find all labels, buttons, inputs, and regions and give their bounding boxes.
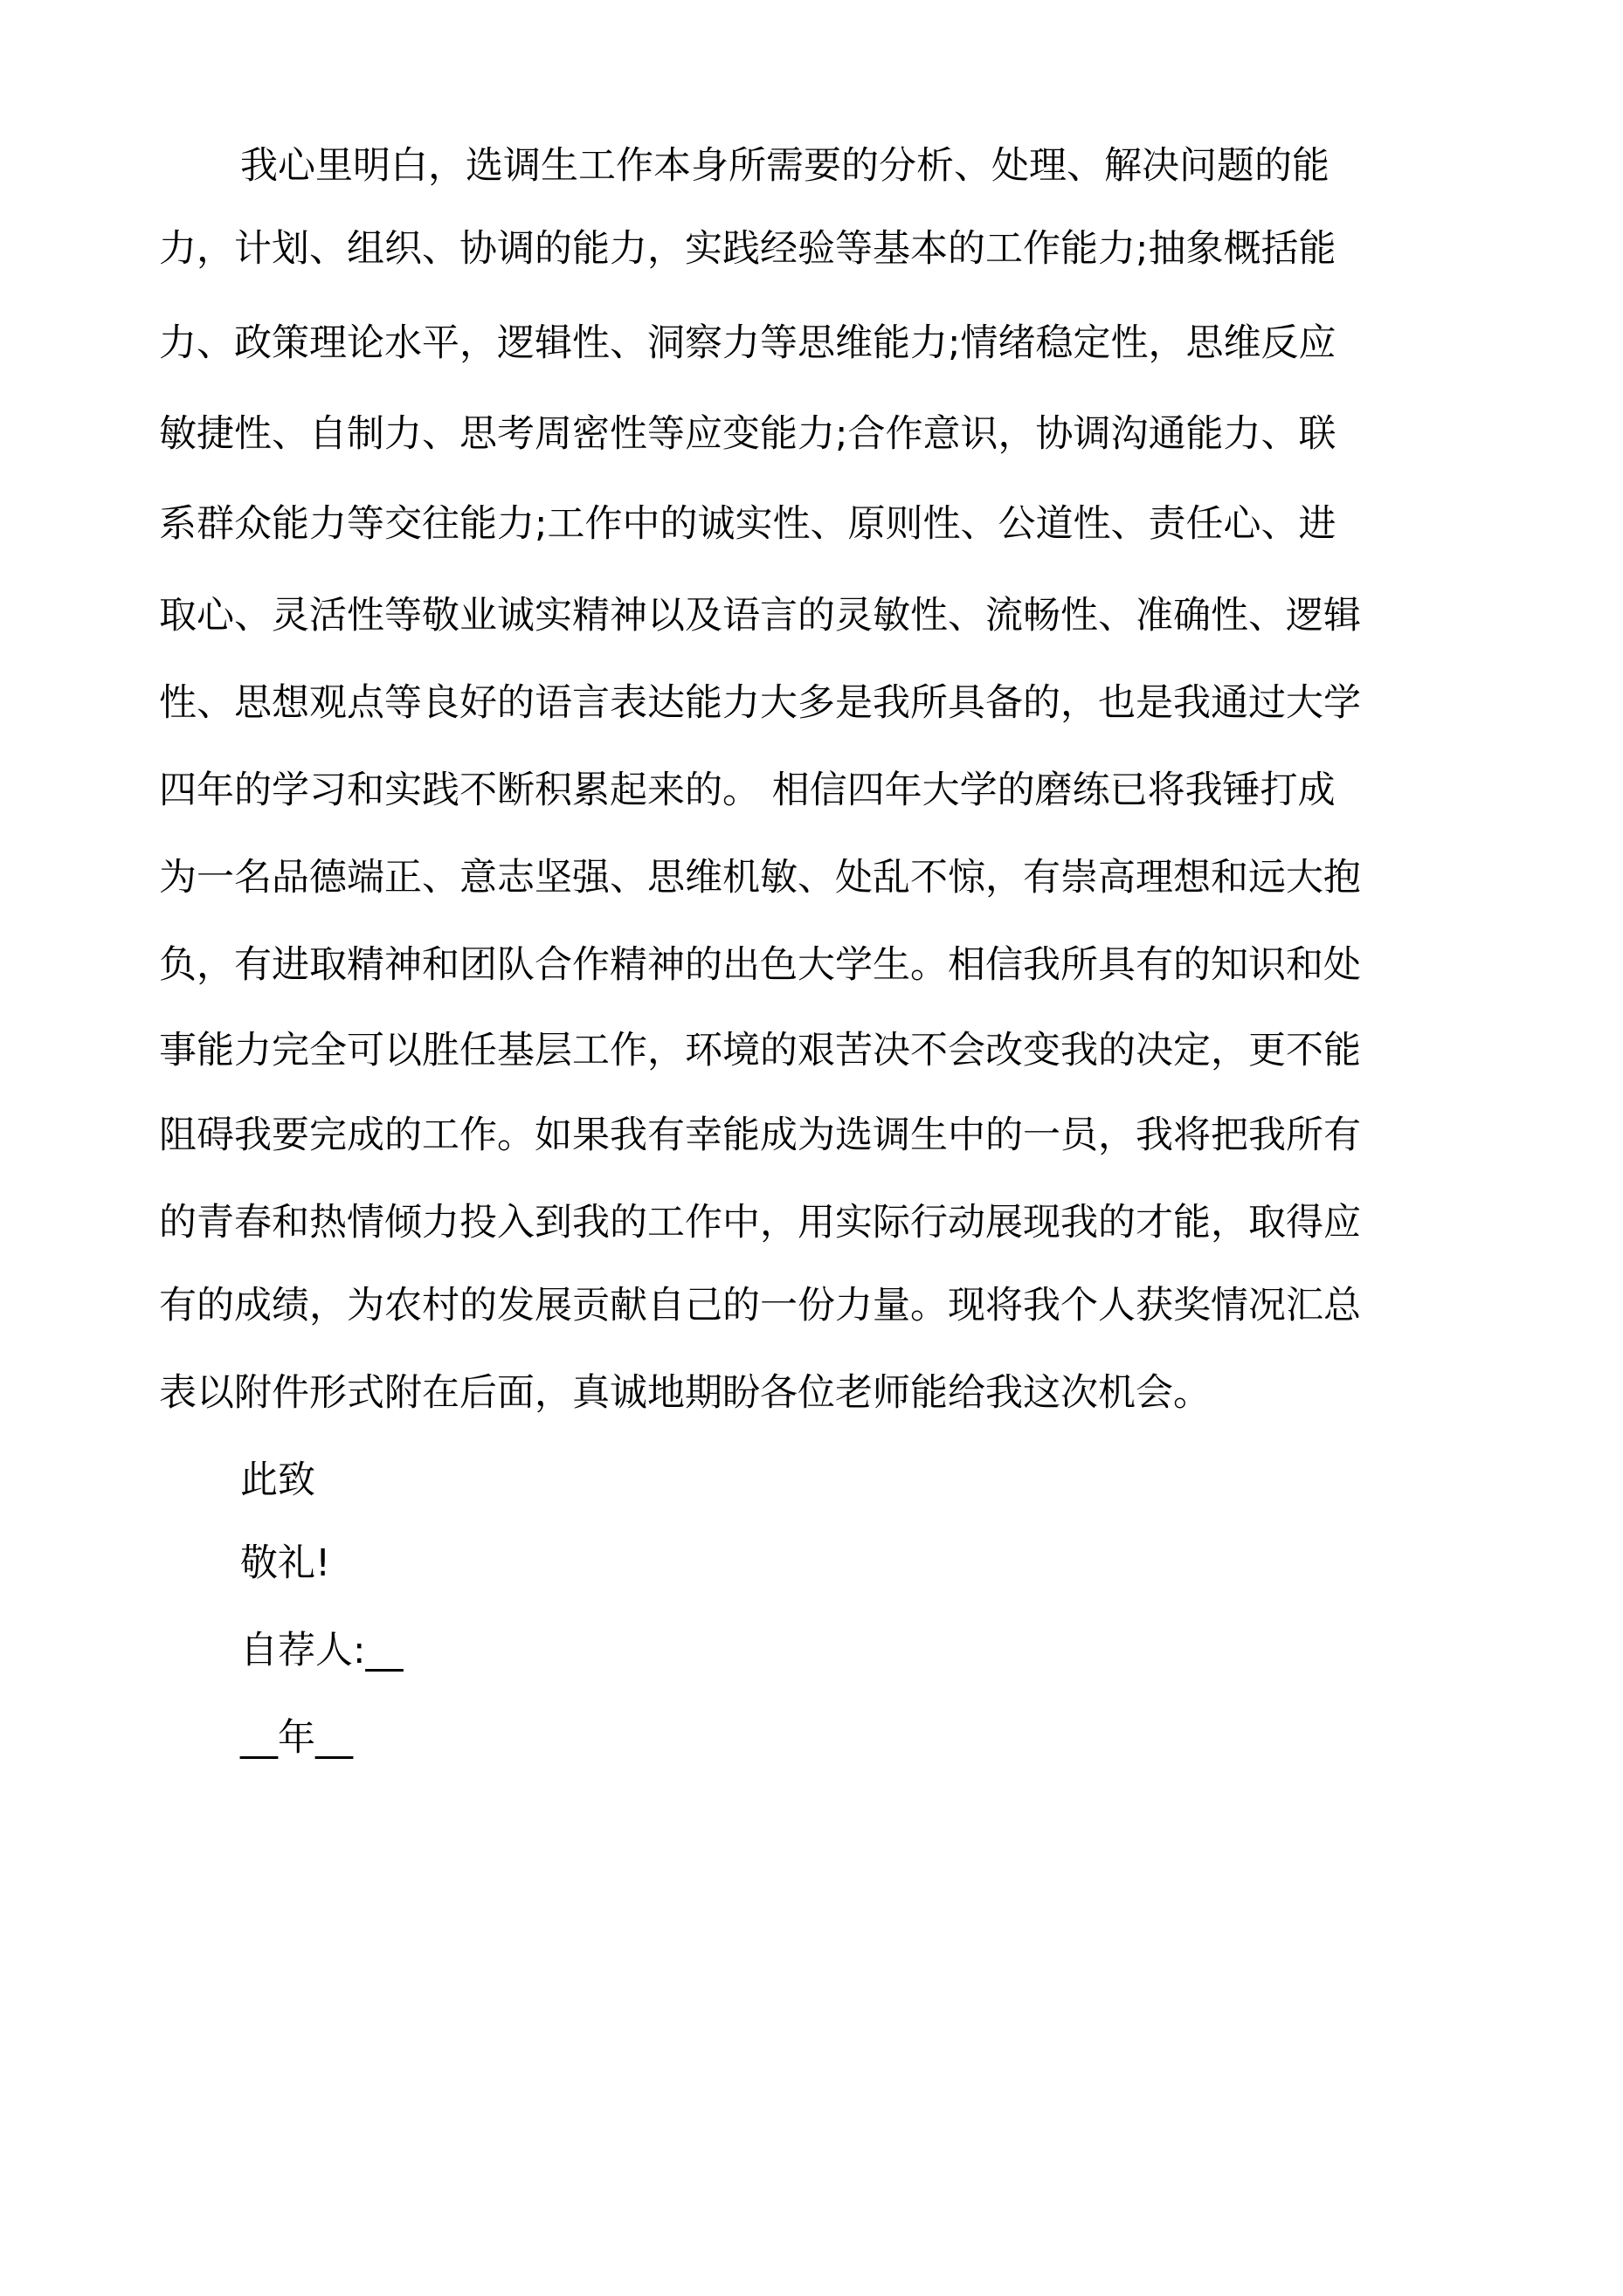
- paragraph-line: 为一名品德端正、意志坚强、思维机敏、处乱不惊，有崇高理想和远大抱: [159, 856, 1361, 900]
- paragraph-line: 我心里明白，选调生工作本身所需要的分析、处理、解决问题的能: [240, 144, 1329, 188]
- paragraph-line: 力、政策理论水平，逻辑性、洞察力等思维能力;情绪稳定性，思维反应: [159, 321, 1336, 365]
- paragraph-line: 力，计划、组织、协调的能力，实践经验等基本的工作能力;抽象概括能: [159, 227, 1336, 271]
- date-line: __年__: [240, 1716, 353, 1760]
- paragraph-line: 事能力完全可以胜任基层工作，环境的艰苦决不会改变我的决定，更不能: [159, 1029, 1361, 1072]
- paragraph-line: 敏捷性、自制力、思考周密性等应变能力;合作意识，协调沟通能力、联: [159, 412, 1336, 456]
- paragraph-line: 系群众能力等交往能力;工作中的诚实性、原则性、公道性、责任心、进: [159, 502, 1336, 546]
- signer-line: 自荐人:__: [240, 1629, 404, 1672]
- paragraph-line: 负，有进取精神和团队合作精神的出色大学生。相信我所具有的知识和处: [159, 943, 1361, 987]
- paragraph-line: 的青春和热情倾力投入到我的工作中，用实际行动展现我的才能，取得应: [159, 1201, 1361, 1245]
- paragraph-line: 性、思想观点等良好的语言表达能力大多是我所具备的，也是我通过大学: [159, 681, 1361, 725]
- salute-text: 敬礼!: [240, 1541, 331, 1585]
- paragraph-line: 取心、灵活性等敬业诚实精神以及语言的灵敏性、流畅性、准确性、逻辑: [159, 594, 1361, 638]
- paragraph-line: 四年的学习和实践不断积累起来的。 相信四年大学的磨练已将我锤打成: [159, 769, 1336, 812]
- paragraph-line: 表以附件形式附在后面，真诚地期盼各位老师能给我这次机会。: [159, 1371, 1211, 1415]
- paragraph-line: 阻碍我要完成的工作。如果我有幸能成为选调生中的一员，我将把我所有: [159, 1114, 1361, 1157]
- closing-text: 此致: [240, 1458, 315, 1502]
- paragraph-line: 有的成绩，为农村的发展贡献自己的一份力量。现将我个人获奖情况汇总: [159, 1284, 1361, 1327]
